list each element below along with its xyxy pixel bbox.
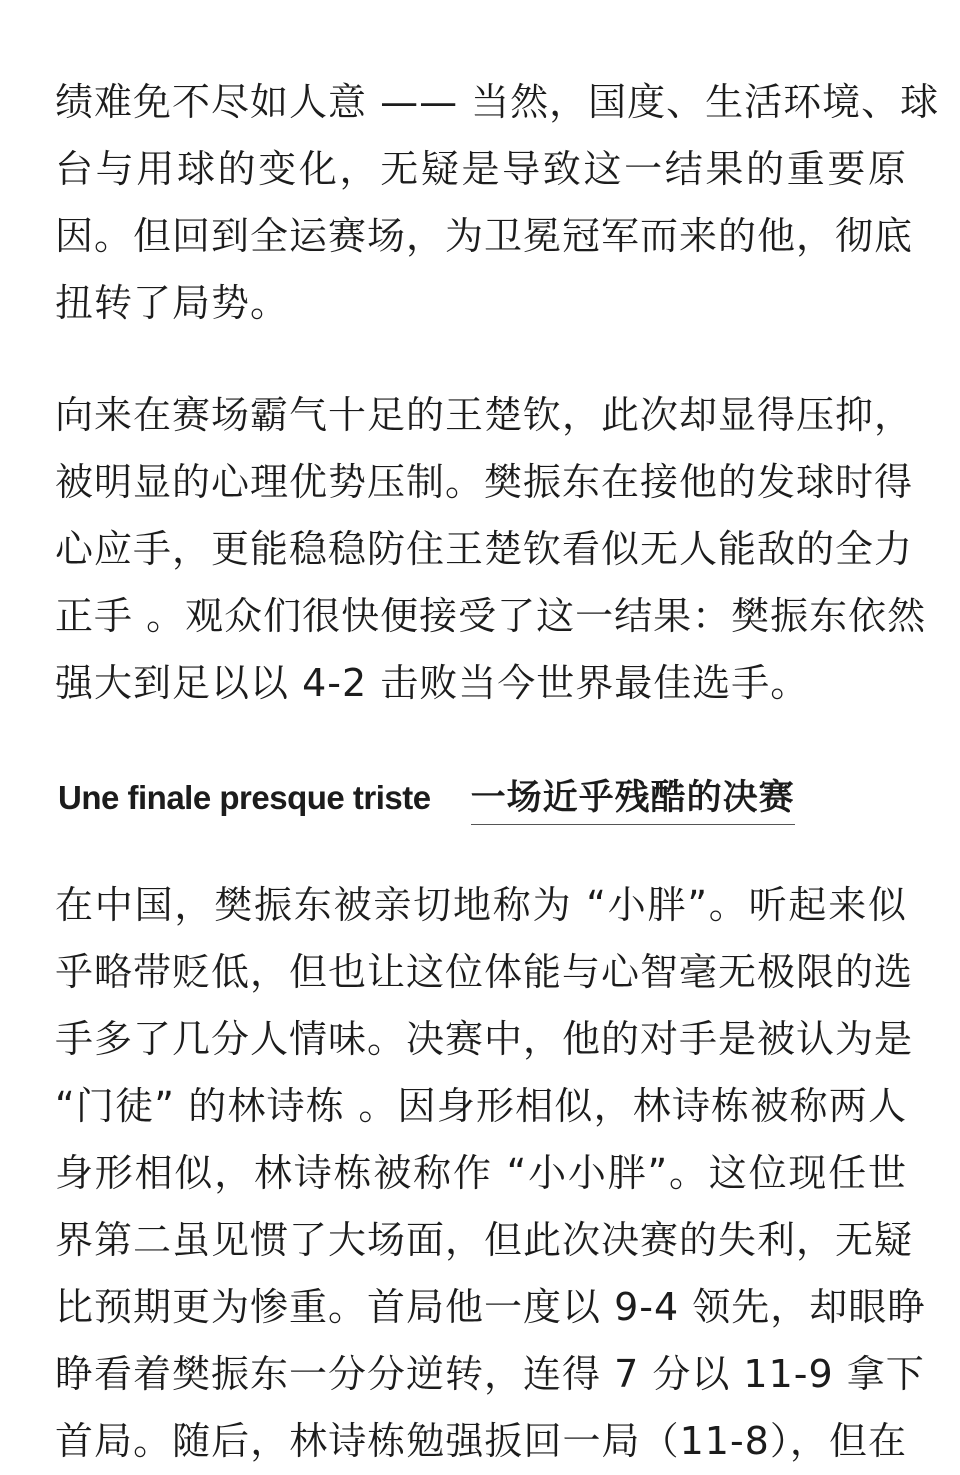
- paragraph-line: 首局。随后，林诗栋勉强扳回一局（11-8），但在: [55, 1419, 907, 1463]
- paragraph-line: 比预期更为惨重。首局他一度以 9-4 领先，却眼睁: [55, 1285, 927, 1329]
- paragraph-line: 被明显的心理优势压制。樊振东在接他的发球时得: [55, 460, 914, 504]
- paragraph-line: 手多了几分人情味。决赛中，他的对手是被认为是: [55, 1017, 914, 1061]
- paragraph-line: “门徒” 的林诗栋 。因身形相似，林诗栋被称两人: [55, 1084, 907, 1128]
- paragraph-line: 身形相似，林诗栋被称作 “小小胖”。这位现任世: [55, 1151, 907, 1195]
- section-heading-chinese: 一场近乎残酷的决赛: [471, 770, 795, 825]
- paragraph-1: [55, 69, 940, 337]
- paragraph-line: 绩难免不尽如人意 —— 当然，国度、生活环境、球: [55, 80, 940, 124]
- paragraph-line: 乎略带贬低，但也让这位体能与心智毫无极限的选: [55, 950, 914, 994]
- paragraph-line: 界第二虽见惯了大场面，但此次决赛的失利，无疑: [55, 1218, 914, 1262]
- section-heading-french: Une finale presque triste: [58, 779, 431, 816]
- paragraph-line: 心应手，更能稳稳防住王楚钦看似无人能敌的全力: [55, 527, 914, 571]
- paragraph-line: 强大到足以以 4-2 击败当今世界最佳选手。: [55, 661, 810, 705]
- paragraph-3: [55, 872, 927, 1475]
- section-heading: [58, 770, 795, 822]
- paragraph-line: 台与用球的变化，无疑是导致这一结果的重要原: [55, 147, 907, 191]
- paragraph-line: 在中国，樊振东被亲切地称为 “小胖”。听起来似: [55, 883, 907, 927]
- paragraph-line: 向来在赛场霸气十足的王楚钦，此次却显得压抑，: [55, 393, 914, 437]
- paragraph-line: 扭转了局势。: [55, 281, 290, 325]
- paragraph-line: 因。但回到全运赛场，为卫冕冠军而来的他，彻底: [55, 214, 914, 258]
- paragraph-2: [55, 382, 927, 717]
- paragraph-line: 睁看着樊振东一分分逆转，连得 7 分以 11-9 拿下: [55, 1352, 925, 1396]
- paragraph-line: 正手 。观众们很快便接受了这一结果：樊振东依然: [55, 594, 927, 638]
